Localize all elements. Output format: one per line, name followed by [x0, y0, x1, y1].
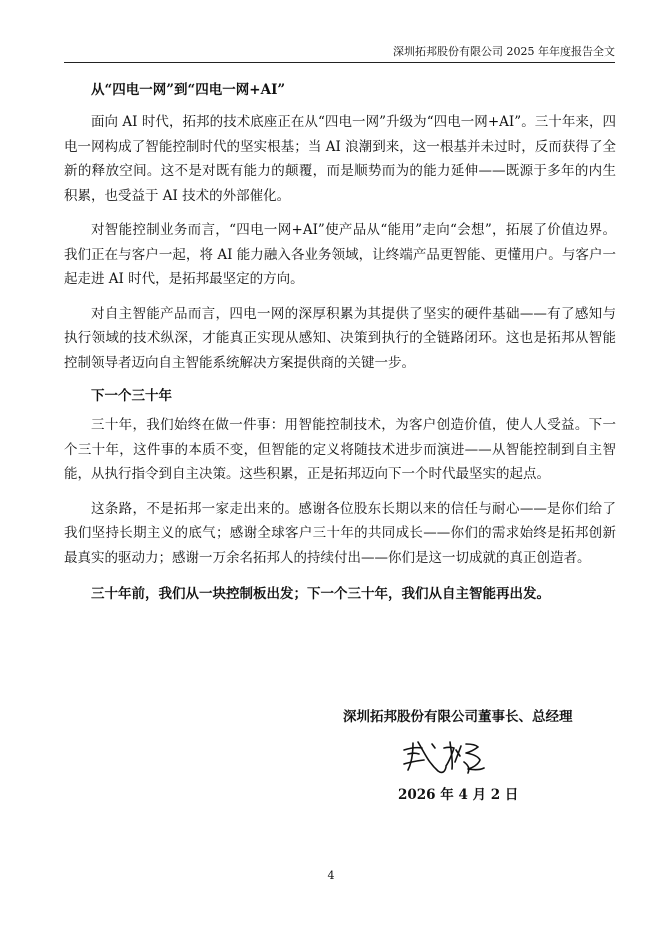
paragraph-autonomous-intelligence: 对自主智能产品而言，四电一网的深厚积累为其提供了坚实的硬件基础——有了感知与执行领域的技术纵深，才能真正实现从感知、决策到执行的全链路闭环。这也是拓邦从智能控制领导者迈向自主智能系统解决方案提供商的关键一步。 — [64, 305, 616, 371]
handwritten-signature — [398, 736, 490, 778]
closing-statement: 三十年前，我们从一块控制板出发；下一个三十年，我们从自主智能再出发。 — [91, 586, 550, 602]
letter-date: 2026 年 4 月 2 日 — [398, 787, 519, 803]
page-number: 4 — [327, 869, 335, 882]
signer-title: 深圳拓邦股份有限公司董事长、总经理 — [343, 709, 573, 725]
paragraph-thirty-years: 三十年，我们始终在做一件事：用智能控制技术，为客户创造价值，使人人受益。下一个三十年，这件事的本质不变，但智能的定义将随技术进步而演进——从智能控制到自主智能，从执行指令到自主决策。这些积累，正是拓邦迈向下一个时代最坚实的起点。 — [64, 417, 616, 482]
section-heading-next-thirty-years: 下一个三十年 — [91, 388, 172, 404]
header-title: 深圳拓邦股份有限公司 2025 年年度报告全文 — [393, 45, 615, 58]
letter-body — [64, 80, 616, 604]
paragraph-ai-upgrade: 面向 AI 时代，拓邦的技术底座正在从“四电一网”升级为“四电一网+AI”。三十年来，四电一网构成了智能控制时代的坚实根基；当 AI 浪潮到来，这一根基并未过时，反而获得了全新的释放空间。这不是对既有能力的颠覆，而是顺势而为的能力延伸——既源于多年的内生积累，也受益于 AI 技术的外部催化。 — [64, 114, 616, 204]
section-heading-ai: 从“四电一网”到“四电一网+AI” — [91, 82, 286, 98]
paragraph-smart-control: 对智能控制业务而言，“四电一网+AI”使产品从“能用”走向“会想”，拓展了价值边界。我们正在与客户一起，将 AI 能力融入各业务领域，让终端产品更智能、更懂用户。与客户一起走进 AI 时代，是拓邦最坚定的方向。 — [64, 222, 616, 287]
page-header — [64, 44, 615, 63]
paragraph-thanks: 这条路，不是拓邦一家走出来的。感谢各位股东长期以来的信任与耐心——是你们给了我们坚持长期主义的底气；感谢全球客户三十年的共同成长——你们的需求始终是拓邦创新最真实的驱动力；感谢一万余名拓邦人的持续付出——你们是这一切成就的真正创造者。 — [64, 500, 616, 566]
